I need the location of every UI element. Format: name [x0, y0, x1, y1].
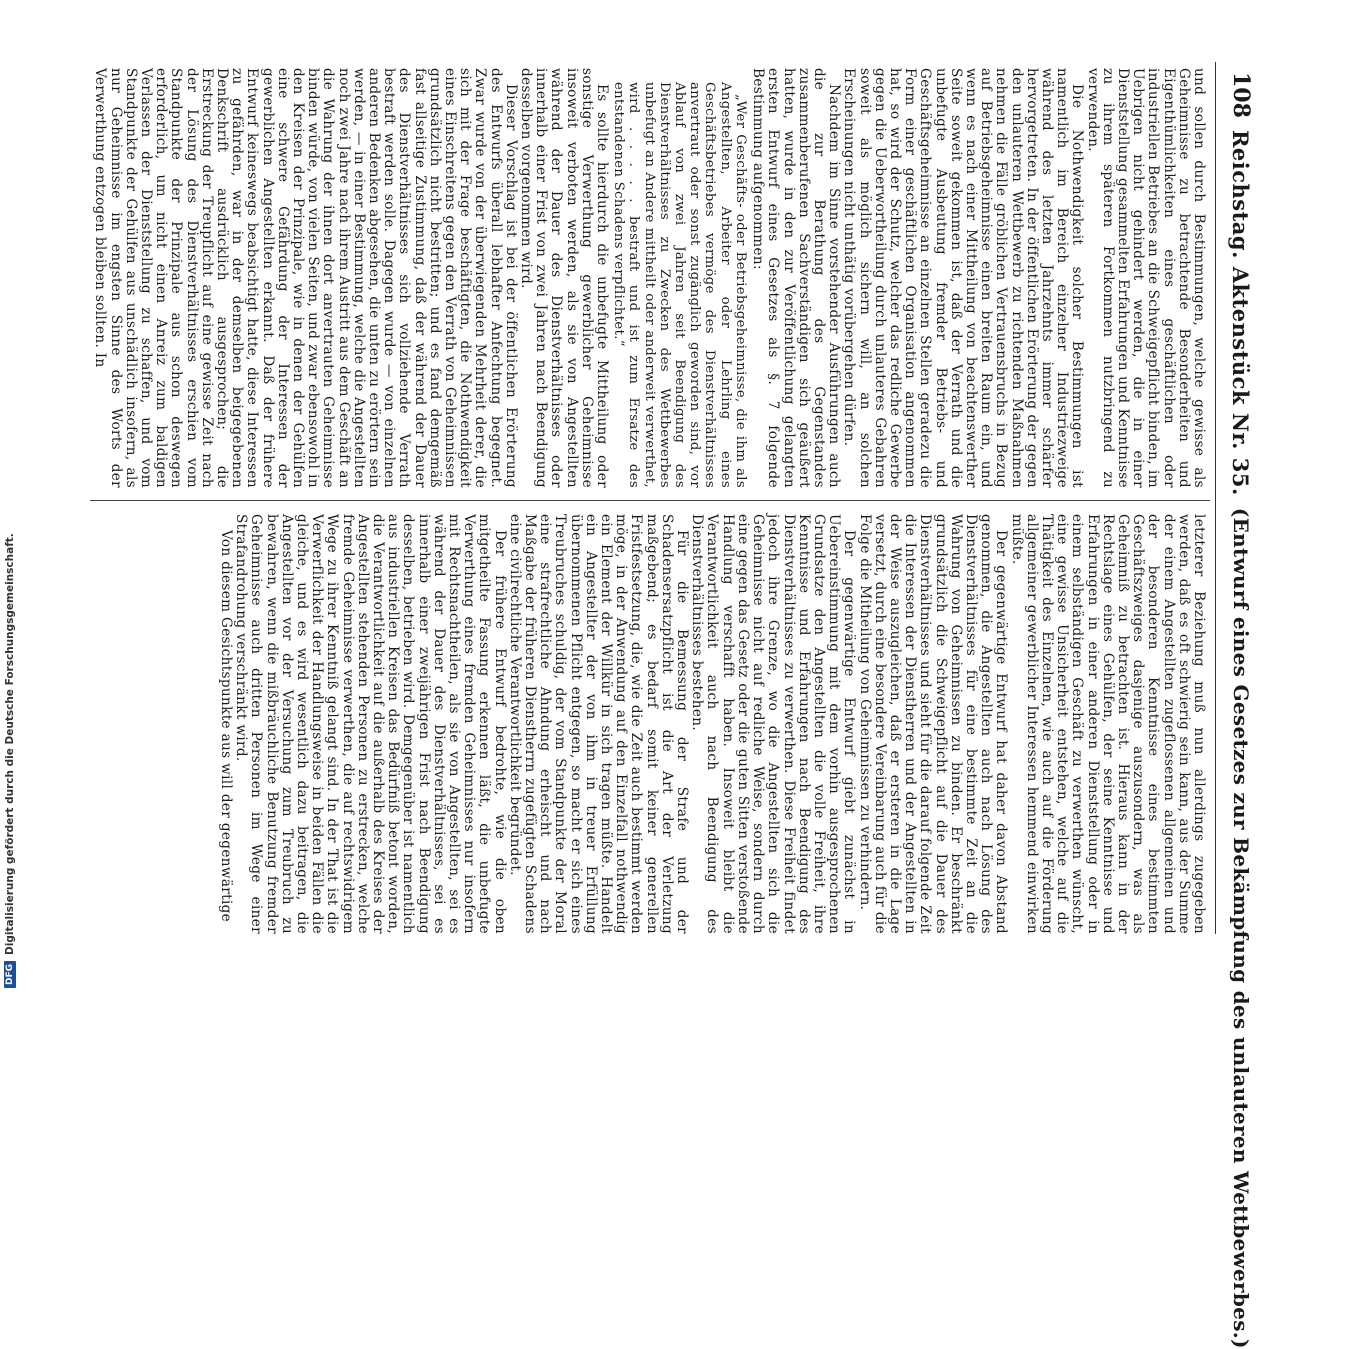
credit-line	[2, 8, 18, 988]
paragraph: Von diesem Gesichtspunkte aus will der gegenwärtige	[218, 530, 234, 923]
right-column	[96, 514, 1206, 934]
paragraph: Nachdem im Sinne vorstehender Ausführungen auch die zur Berathung des Gegenstandes zusammenberufenen Sachverständigen sich geäußert hatten, wurde in den zur Veröffentlichung gelangten ersten Entwurf eines Gesetzes als §. 7 folgende Bestimmung aufgenommen:	[750, 68, 843, 488]
paragraph: Der gegenwärtige Entwurf giebt zunächst in Uebereinstimmung mit dem vorhin ausgesprochenen Grundsatze den Angestellten die volle Freiheit, ihre Kenntnisse und Erfahrungen nach Beendigung des Dienstverhältnisses zu verwerthen. Diese Freiheit findet jedoch ihre Grenze, wo die Angestellten sich die Geheimnisse nicht auf redliche Weise, sondern durch eine gegen das Gesetz oder die guten Sitten verstoßende Handlung verschafft haben. Insoweit bleibt die Verantwortlichkeit auch nach Beendigung des Dienstverhältnisses bestehen.	[689, 514, 858, 934]
paragraph: Der frühere Entwurf bedrohte, wie die oben mitgetheilte Fassung erkennen läßt, die unbefugte Verwerthung eines fremden Geheimnisses nur insofern mit Rechtsnachtheilen, als sie von Angestellten, sei es während der Dauer des Dienstverhältnisses, sei es innerhalb einer zweijährigen Frist nach Beendigung desselben, betrieben wird. Demgegenüber ist namentlich aus industriellen Kreisen das Bedürfniß betont worden, die Verantwortlichkeit auf die außerhalb des Kreises der Angestellten stehenden Personen zu erstrecken, welche fremde Geheimnisse verwerthen, die auf rechtswidrigem Wege zu ihrer Kenntniß gelangt sind. In der That ist die Verwerflichkeit der Handlungsweise in beiden Fällen die gleiche, und es wird wesentlich dazu beitragen, die Angestellten vor der Versuchung zum Treubruch zu bewahren, wenn die mißbräuchliche Benutzung fremder Geheimnisse auch dritten Personen im Wege einer Strafandrohung verschränkt wird.	[233, 514, 508, 934]
page-header	[1220, 72, 1262, 1349]
page-number: 108	[1228, 72, 1254, 118]
paragraph: letzterer Beziehung muß nun allerdings zugegeben werden, daß es oft schwierig sein kann, aus der Summe der einem Angestellten zugeflossenen allgemeinen und der besonderen Kenntnisse eines bestimmten Geschäftszweiges dasjenige auszusondern, was als Geheimniß zu betrachten ist. Hieraus kann in der Rechtslage eines Gehülfen, der seine Kenntnisse und Erfahrungen in einer anderen Dienststellung oder in einem selbständigen Geschäft zu verwerthen wünscht, eine gewisse Unsicherheit entstehen, welche auf die Thätigkeit des Einzelnen, wie auch auf die Förderung allgemeiner gewerblicher Interessen hemmend einwirken müßte.	[1008, 514, 1207, 934]
page-subtitle: (Entwurf eines Gesetzes zur Bekämpfung des unlauteren Wettbewerbes.)	[1229, 507, 1253, 1349]
dfg-logo: DFG	[4, 961, 16, 988]
digitization-credit-strip	[0, 0, 22, 1000]
left-column	[92, 68, 1207, 488]
paragraph: Es sollte hierdurch die unbefugte Mittheilung oder sonstige Verwerthung gewerblicher Geheimnisse insoweit verboten werden, als sie von Angestellten während der Dauer des Dienstverhältnisses oder innerhalb einer Frist von zwei Jahren nach Beendigung desselben vorgenommen wird.	[518, 68, 611, 488]
page-title: Reichstag. Aktenstück Nr. 35.	[1228, 129, 1254, 496]
scanned-page	[82, 62, 1262, 1349]
quoted-provision	[611, 82, 748, 488]
credit-text: Digitalisierung gefördert durch die Deutsche Forschungsgemeinschaft.	[4, 533, 16, 955]
paragraph: Der gegenwärtige Entwurf hat daher davon Abstand genommen, die Angestellten auch nach Lösung des Dienstverhältnisses für eine bestimmte Zeit an die Wahrung von Geheimnissen zu binden. Er beschränkt grundsätzlich die Schweigepflicht auf die Dauer des Dienstverhältnisses und sieht für die darauf folgende Zeit die Interessen der Dienstherren und der Angestellten in der Weise auszugleichen, daß er ersteren in die Lage versetzt, durch eine besondere Vereinbarung auch für die Folge die Mitheilung von Geheimnissen zu verhindern.	[856, 514, 1010, 934]
paragraph: Für die Bemessung der Strafe und der Schadensersatzpflicht ist die Art der Verletzung maßgebend; es bedarf somit keiner generellen Fristfestsetzung, die, wie die Zeit auch bestimmt werden möge, in der Anwendung auf den Einzelfall nothwendig ein Element der Willkür in sich tragen müßte. Handelt ein Angestellter der von ihm in treuer Erfüllung übernommenen Pflicht entgegen, so macht er sich eines Treubruches schuldig, der vom Standpunkte der Moral eine strafrechtliche Ahndung erheischt und nach Maßgabe der früheren Dienstherrn zugefügten Schadens eine civilrechtliche Verantwortlichkeit begründet.	[506, 514, 691, 934]
paragraph: Dieser Vorschlag ist bei der öffentlichen Erörterung des Entwurfs überall lebhafter Anfechtung begegnet. Zwar wurde von der überwiegenden Mehrheit derer, die sich mit der Frage beschäftigten, die Nothwendigkeit eines Einschreitens gegen den Verrath von Geheimnissen grundsätzlich nicht bestritten; und es fand demgemäß fast allseitige Zustimmung, daß der während der Dauer des Dienstverhältnisses sich vollziehende Verrath bestraft werden solle. Dagegen wurde — von einzelnen anderen Bedenken abgesehen, die unten zu erörtern sein werden, — in einer Bestimmung, welche die Angestellten noch zwei Jahre nach ihrem Austritt aus dem Geschäft an die Wahrung der ihnen dort anvertrauten Geheimnisse binden würde, von vielen Seiten, und zwar ebensowohl in den Kreisen der Prinzipale, wie in denen der Gehülfen eine schwere Gefährdung der Interessen der gewerblichen Angestellten erkannt. Daß der frühere Entwurf keineswegs beabsichtigt hatte, diese Interessen zu gefährden, war in der demselben beigegebenen Denkschrift ausdrücklich ausgesprochen; die Erstreckung der Treupflicht auf eine gewisse Zeit nach der Lösung des Dienstverhältnisses erschien vom Standpunkte der Prinzipale aus schon deswegen erforderlich, um nicht einen Anreiz zum baldigen Verlassen der Dienststellung zu schaffen, und vom Standpunkte der Gehülfen aus unschädlich insofern, als nur Geheimnisse im engsten Sinne des Worts der Verwerthung entzogen bleiben sollten. In	[92, 68, 519, 488]
header-rule	[1215, 62, 1216, 934]
column-divider	[90, 500, 1210, 501]
paragraph: „Wer Geschäfts- oder Betriebsgeheimnisse, die ihm als Angestellten, Arbeiter oder Lehrling eines Geschäftsbetriebes vermöge des Dienstverhältnisses anvertraut oder sonst zugänglich geworden sind, vor Ablauf von zwei Jahren seit Beendigung des Dienstverhältnisses zu Zwecken des Wettbewerbes unbefugt an Andere mittheilt oder anderweit verwerthet, wird . . . . . bestraft und ist zum Ersatze des entstandenen Schadens verpflichtet.“	[611, 82, 748, 488]
paragraph: Die Nothwendigkeit solcher Bestimmungen ist namentlich im Bereich einzelner Industriezweige während des letzten Jahrzehnts immer schärfer hervorgetreten. In der öffentlichen Erörterung der gegen den unlauteren Wettbewerb zu richtenden Maßnahmen nehmen die Fälle gröblichen Vertrauensbruchs in Bezug auf Betriebsgeheimnisse einen breiten Raum ein, und wenn es nach einer Mittheilung von beachtenswerther Seite soweit gekommen ist, daß der Verrath und die unbefugte Ausbeutung fremder Betriebs- und Geschäftsgeheimnisse an einzelnen Stellen geradezu die Form einer geschäftlichen Organisation angenommen hat, so wird der Schutz, welcher das redliche Gewerbe gegen die Ueberwortheilung durch unlauteres Gebahren soweit als möglich sichern will, an solchen Erscheinungen nicht unthätig vorübergehen dürfen.	[841, 68, 1086, 488]
paragraph: und sollen durch Bestimmungen, welche gewisse als Geheimnisse zu betrachtende Besonderheiten und Eigenthümlichkeiten eines geschäftlichen oder industriellen Betriebes an die Schweigepflicht binden, im Uebrigen nicht gehindert werden, die in einer Dienststellung gesammelten Erfahrungen und Kenntnisse zu ihrem späteren Fortkommen nutzbringend zu verwenden.	[1084, 68, 1207, 488]
